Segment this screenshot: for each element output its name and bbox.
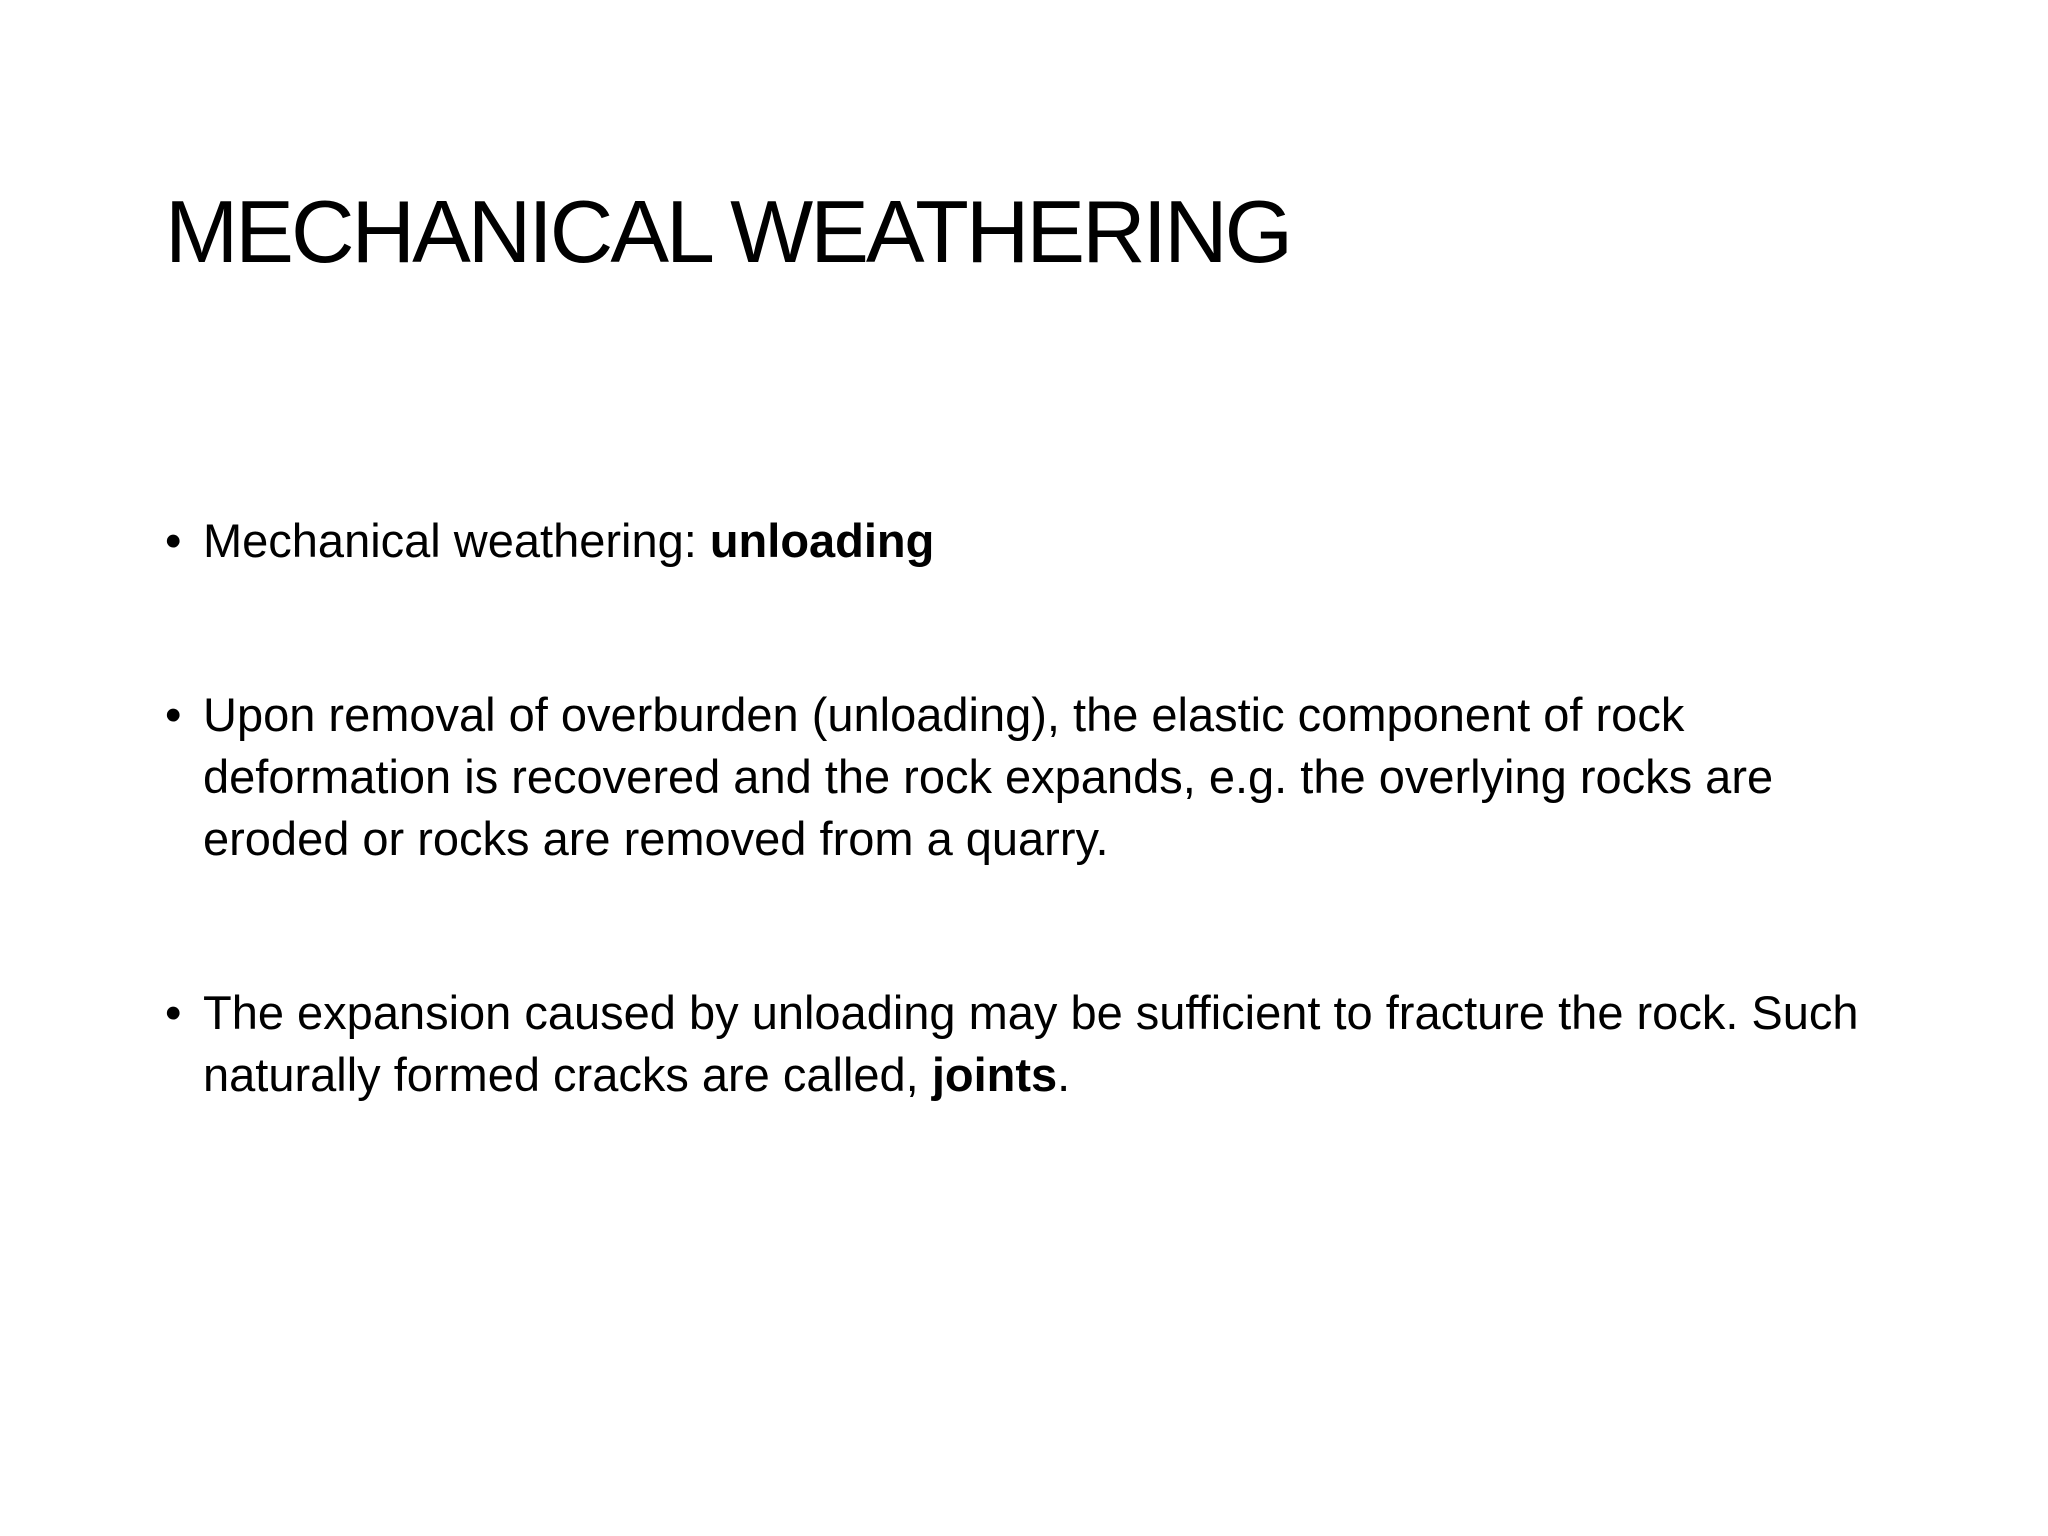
- bullet-list: [165, 510, 1905, 1106]
- bullet-text: Mechanical weathering:: [203, 514, 710, 567]
- bullet-dot: •: [165, 688, 182, 741]
- bullet-dot: •: [165, 986, 182, 1039]
- slide-title: MECHANICAL WEATHERING: [165, 182, 1291, 281]
- bullet-item: [165, 684, 1905, 870]
- bullet-dot: •: [165, 514, 182, 567]
- bullet-text-after: .: [1057, 1048, 1071, 1101]
- bullet-text: The expansion caused by unloading may be sufficient to fracture the rock. Such naturally formed cracks are called,: [203, 986, 1859, 1101]
- bullet-item: [165, 510, 1905, 572]
- bullet-text: Upon removal of overburden (unloading), the elastic component of rock deformation is recovered and the rock expands, e.g. the overlying rocks are eroded or rocks are removed from a quarry.: [203, 688, 1774, 865]
- bullet-bold-term: unloading: [709, 514, 935, 567]
- bullet-bold-term: joints: [931, 1048, 1058, 1101]
- bullet-item: [165, 982, 1905, 1106]
